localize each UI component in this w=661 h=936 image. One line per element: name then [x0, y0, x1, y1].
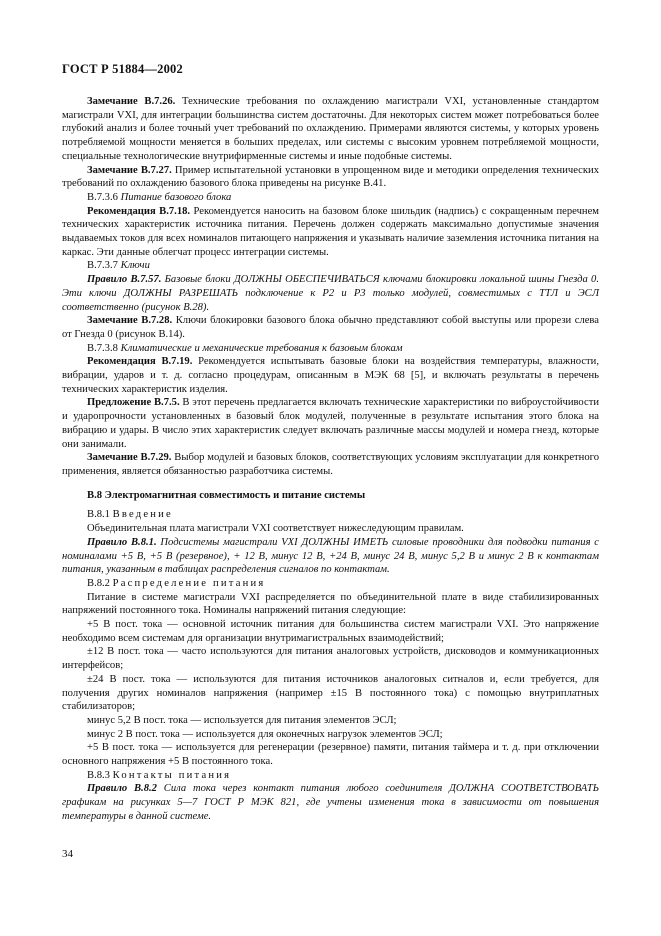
rule-lead: Правило В.7.57. [87, 274, 162, 286]
rule-b-8-1 [62, 536, 599, 577]
subsection-b-8-1 [62, 508, 599, 522]
power-item-minus-5-2v: минус 5,2 В пост. тока — используется для питания элементов ЭСЛ; [87, 714, 397, 726]
page-body [62, 95, 599, 824]
note-text: Выбор модулей и базовых блоков, соответствующих условиям эксплуатации для конкретного применения, является обязанностью разработчика системы. [62, 452, 599, 477]
rule-lead: Правило В.8.1. [87, 536, 157, 548]
rule-lead: Правило В.8.2 [87, 783, 157, 795]
note-text: Технические требования по охлаждению магистрали VXI, установленные стандартом магистрали VXI, для интеграции большинства систем достаточны. Для некоторых систем может потребоваться более глубокий анализ и более точный учет требований по охлаждению. Примерами являются системы, у которых уровень потребляемой мощности меняется в больших пределах, или системы с высоким уровнем потребляемой мощности, специальные технологические внутрифирменные системы и иные подобные системы. [62, 96, 599, 162]
recommendation-text: Рекомендуется наносить на базовом блоке шильдик (надпись) с сокращенным перечнем технических характеристик источника питания. Перечень должен содержать максимально допустимые значения выдаваемых токов для всех номиналов питающего напряжения и указывать наличие заземления источника питания на каркас. Эти данные облегчат процесс интеграции системы. [62, 205, 600, 258]
power-item-minus-2v: минус 2 В пост. тока — используется для оконечных нагрузок элементов ЭСЛ; [87, 728, 443, 740]
note-b-7-28 [62, 314, 599, 341]
recommendation-b-7-18 [62, 205, 599, 260]
note-lead: Замечание В.7.28. [87, 315, 173, 327]
power-item-5v-standby: +5 В пост. тока — используется для регенерации (резервное) памяти, питания таймера и т. д. при отключении основного напряжения +5 В постоянного тока. [62, 742, 599, 768]
power-item-24v: ±24 В пост. тока — используются для питания источников аналоговых ситналов и, если требуется, для получения других номиналов напряжения (например ±15 В постоянного тока) с помощью внутриплатных стабилизаторов; [62, 673, 599, 713]
subsection-b-8-3 [62, 769, 599, 783]
rule-b-8-2 [62, 782, 599, 823]
power-item-5v: +5 В пост. тока — основной источник питания для большинства систем магистрали VXI. Это напряжение необходимо всем системам для организации внутримагистральных взаимодействий; [62, 619, 599, 644]
subsection-b-7-3-6 [62, 191, 599, 205]
note-text: Ключи блокировки базового блока обычно представляют собой выступы или прорези слева от Гнезда 0 (рисунок В.14). [62, 315, 599, 340]
subsection-title: Ключи [120, 260, 150, 272]
subsection-number: В.8.3 [87, 769, 110, 781]
note-lead: Замечание В.7.27. [87, 164, 172, 176]
subsection-title: Питание базового блока [120, 191, 232, 203]
subsection-number: В.8.2 [87, 577, 110, 589]
recommendation-b-7-19 [62, 355, 599, 396]
note-lead: Замечание В.7.29. [87, 452, 172, 464]
subsection-number: В.7.3.6 [87, 191, 118, 203]
subsection-title: Введение [112, 509, 173, 521]
rule-text: Сила тока через контакт питания любого соединителя ДОЛЖНА СООТВЕТСТВОВАТЬ графикам на рисунках 5—7 ГОСТ Р МЭК 821, где учтены изменения тока в зависимости от повышения температуры в данной системе. [62, 783, 599, 822]
proposal-lead: Предложение В.7.5. [87, 397, 180, 409]
note-b-7-26 [62, 95, 599, 164]
recommendation-lead: Рекомендация В.7.19. [87, 356, 193, 368]
recommendation-text: Рекомендуется испытывать базовые блоки на воздействия температуры, влажности, вибрации, ударов и т. д. согласно процедурам, описанным в МЭК 68 [5], и включать результаты в перечень технических характеристик изделия. [62, 356, 599, 395]
proposal-b-7-5 [62, 396, 599, 451]
rule-text: Подсистемы магистрали VXI ДОЛЖНЫ ИМЕТЬ силовые проводники для подводки питания с номиналами +5 В, +5 В (резервное), + 12 В, минус 12 В, +24 В, минус 24 В, минус 5,2 В и минус 2 В к контактам питания, указанным в таблицах распределения сигналов по контактам. [62, 536, 599, 576]
subsection-b-7-3-7 [62, 259, 599, 273]
subsection-title: Контакты питания [112, 769, 232, 781]
note-b-7-27 [62, 164, 599, 191]
proposal-text: В этот перечень предлагается включать технические характеристики по виброустойчивости и ударопрочности установленных в базовый блок модулей, полученные в результате испытания этого блока на вибрацию и удары. В число этих характеристик следует включать различные массы модулей и номера гнезд, которые они занимали. [62, 397, 599, 450]
rule-b-7-57 [62, 273, 599, 314]
power-paragraph: Питание в системе магистрали VXI распределяется по объединительной плате в виде стабилизированных напряжений постоянного тока. Номиналы напряжений питания следующие: [62, 591, 599, 617]
note-b-7-29 [62, 451, 599, 478]
page-header: ГОСТ Р 51884—2002 [62, 62, 183, 76]
section-heading-b-8: В.8 Электромагнитная совместимость и питание системы [87, 489, 366, 501]
intro-text: Объединительная плата магистрали VXI соответствует нижеследующим правилам. [87, 523, 464, 535]
power-item-12v: ±12 В пост. тока — часто используются для питания аналоговых устройств, дисководов и коммуникационных интерфейсов; [62, 646, 599, 672]
subsection-title: Распределение питания [112, 577, 266, 589]
subsection-number: В.7.3.8 [87, 342, 118, 354]
subsection-b-8-2 [62, 577, 599, 591]
recommendation-lead: Рекомендация В.7.18. [87, 205, 191, 217]
subsection-number: В.7.3.7 [87, 260, 118, 272]
subsection-title: Климатические и механические требования к базовым блокам [120, 342, 403, 354]
page-number: 34 [62, 848, 73, 860]
rule-text: Базовые блоки ДОЛЖНЫ ОБЕСПЕЧИВАТЬСЯ ключами блокировки локальной шины Гнезда 0. Эти ключи ДОЛЖНЫ РАЗРЕШАТЬ подключение к Р2 и Р3 только модулей, совместимых с ТТЛ и ЭСЛ соответственно (рисунок В.28). [62, 274, 599, 313]
note-lead: Замечание В.7.26. [87, 96, 176, 107]
note-text: Пример испытательной установки в упрощенном виде и методики определения технических требований по охлаждению базового блока приведены на рисунке В.41. [62, 164, 599, 190]
subsection-b-7-3-8 [62, 342, 599, 356]
subsection-number: В.8.1 [87, 509, 110, 521]
